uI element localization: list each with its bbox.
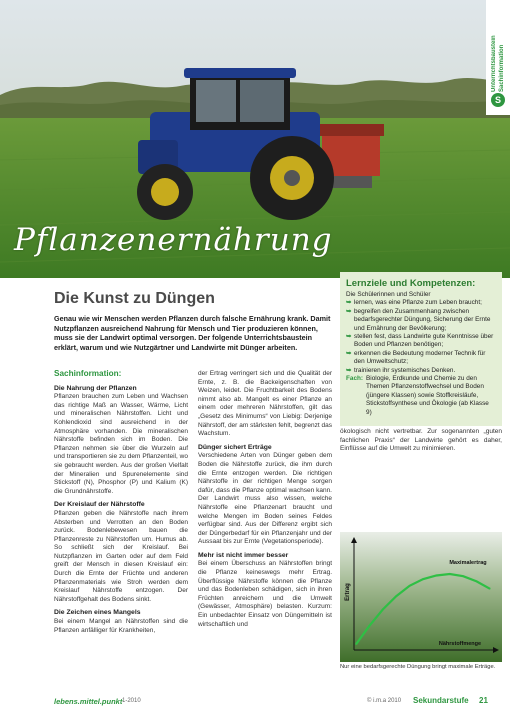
paragraph: Verschiedene Arten von Dünger geben dem Boden die Nährstoffe zurück, die ihm durch die Ernte entzogen werden. Die richtigen Nährstoffe in der richtigen Menge sorgen dafür, dass die Pflanze optimal wachsen kann. Der Landwirt muss also wissen, welche Nährstoffe eine Pflanzenart braucht und welche Mengen im Boden seines Feldes verfügbar sind. Aus der Differenz ergibt sich der Düngerbedarf für ein Pflanzenjahr und der Aussaat bis zur Ernte (Vegetationsperiode). <box>198 452 332 546</box>
subheading: Mehr ist nicht immer besser <box>198 551 289 559</box>
data-point <box>355 644 356 645</box>
subject-text: Biologie, Erdkunde und Chemie zu den Themen Pflanzenstoffwechsel und Boden (jüngere Klassen) sowie Stoffkreisläufe, Stickstoffsynthese und Ökologie (ab Klasse 9) <box>366 375 489 416</box>
list-item: ➥ stellen fest, dass Landwirte gute Kenntnisse über Boden und Pflanzen benötigen; <box>346 333 494 349</box>
learning-goals-list <box>346 299 496 375</box>
data-point <box>463 576 464 577</box>
yield-chart <box>340 532 502 662</box>
data-point <box>422 579 423 580</box>
issue-number: 1-2010 <box>122 698 141 704</box>
list-item: ➥ lernen, was eine Pflanze zum Leben braucht; <box>346 299 482 307</box>
data-point <box>476 581 477 582</box>
list-item: ➥ erkennen die Bedeutung moderner Technik für den Umweltschutz; <box>346 349 486 366</box>
chart-caption: Nur eine bedarfsgerechte Düngung bringt maximale Erträge. <box>340 664 496 670</box>
page-number: 21 <box>479 696 488 705</box>
article-headline: Die Kunst zu Düngen <box>54 290 215 307</box>
paragraph: der Ertrag verringert sich und die Qualität der Ernte, z. B. die Backeigenschaften von Weizen, leidet. Die Fruchtbarkeit des Bodens nimmt also ab. Mangelt es einer Pflanze an einem oder mehreren Nährstoffen, gilt das „Gesetz des Minimums“ von Liebig: Derjenige Nährstoff, der am stärksten fehlt, begrenzt das Wachstum. <box>198 370 332 438</box>
arrow-icon: ➥ <box>346 366 352 374</box>
data-point <box>369 625 370 626</box>
learning-goals-intro: Die Schülerinnen und Schüler <box>346 291 431 298</box>
list-item: ➥ begreifen den Zusammenhang zwischen bedarfsgerechter Düngung, Sicherung der Ernte und Ernährung der Bevölkerung; <box>346 307 491 332</box>
x-axis-label: Nährstoffmenge <box>438 641 482 647</box>
side-tab-label: Unterrichtsbaustein Sachinformation <box>491 35 505 92</box>
text-column-2 <box>198 370 332 629</box>
text-column-1 <box>54 370 188 635</box>
arrow-icon: ➥ <box>346 299 352 307</box>
arrow-icon: ➥ <box>346 333 352 341</box>
data-point <box>489 588 490 589</box>
paragraph: Pflanzen geben die Nährstoffe nach ihrem Absterben und Verrotten an den Boden zurück. Bodenlebewesen bauen die Pflanzenreste zu Nährstoffen um. Humus ab. So schließt sich der Kreislauf. Bei Nutzpflanzen im Garten oder auf dem Feld greift der Mensch in diesen Kreislauf ein: Durch die Ernte der Früchte und anderen Pflanzenmaterials wie Stroh werden dem Kreislauf Nährstoffe entzogen. Der Nährstoffgehalt des Bodens sinkt. <box>54 509 188 603</box>
subject-label: Fach: <box>346 375 364 383</box>
page-script-title: Pflanzenernährung <box>14 222 333 258</box>
data-point <box>449 573 450 574</box>
chart-annotation: Maximalertrag <box>449 560 487 566</box>
paragraph: Bei einem Mangel an Nährstoffen sind die Pflanzen anfälliger für Krankheiten, <box>54 618 188 634</box>
section-badge: S <box>491 93 505 107</box>
section-title: Sachinformation: <box>54 369 122 378</box>
article-lead: Genau wie wir Menschen werden Pflanzen durch falsche Ernährung krank. Damit Nutzpflanzen ausreichend Nahrung für Mensch und Tier produzieren können, muss sie der Landwirt optimal versorgen. Der folgende Unterrichtsbaustein erklärt, warum und wie Nutzgärtner und Landwirte mit Dünger arbeiten. <box>54 314 331 352</box>
subheading: Der Kreislauf der Nährstoffe <box>54 501 145 509</box>
paragraph: Pflanzen brauchen zum Leben und Wachsen das richtige Maß an Wasser, Wärme, Licht und mineralischen Nährstoffen. Licht und Kohlendioxid sind ausreichend in der Atmosphäre vorhanden. Die mineralischen Nährstoffe befinden sich im Boden. Die Pflanzen nehmen sie über die Wurzeln auf und transportieren sie zu dem Pflanzenteil, wo sie gebraucht werden. Aus der großen Vielfalt der Mineralien und Spurenelemente sind Stickstoff (N), Phosphor (P) und Kalium (K) die Grundnährstoffe. <box>54 393 188 495</box>
section-side-tab <box>486 0 510 115</box>
magazine-logo: lebens.mittel.punkt <box>54 697 123 706</box>
subheading: Die Nahrung der Pflanzen <box>54 384 137 392</box>
section-name: Sekundarstufe <box>413 696 469 705</box>
yield-chart-svg <box>340 532 502 662</box>
data-point <box>436 575 437 576</box>
data-point <box>409 585 410 586</box>
subject-row <box>346 375 496 417</box>
data-point <box>382 609 383 610</box>
subheading: Die Zeichen eines Mangels <box>54 609 141 617</box>
arrow-icon: ➥ <box>346 307 352 315</box>
copyright: © i.m.a 2010 <box>367 698 402 704</box>
subheading: Dünger sichert Erträge <box>198 443 272 451</box>
learning-goals-title: Lernziele und Kompetenzen: <box>346 278 476 289</box>
learning-goals-box <box>340 272 502 426</box>
hero-photo <box>0 0 510 278</box>
text-column-3: ökologisch nicht vertretbar. Zur sogenannten „guten fachlichen Praxis“ der Landwirte gehört es daher, Einflüsse auf die Umwelt zu minimieren. <box>340 428 502 453</box>
arrow-icon: ➥ <box>346 349 352 357</box>
paragraph: Bei einem Überschuss an Nährstoffen bringt die Pflanze keineswegs mehr Ertrag. Überflüssige Nährstoffe können die Pflanze und das Bodenleben schädigen, sich in ihren Früchten anreichern und die Umwelt (Gewässer, Atmosphäre) belasten. Kurzum: Ein unbedachter Einsatz von Düngemitteln ist wirtschaftlich und <box>198 560 332 628</box>
data-point <box>396 596 397 597</box>
list-item: ➥ trainieren ihr systemisches Denken. <box>346 366 456 374</box>
y-axis-label: Ertrag <box>345 583 351 601</box>
